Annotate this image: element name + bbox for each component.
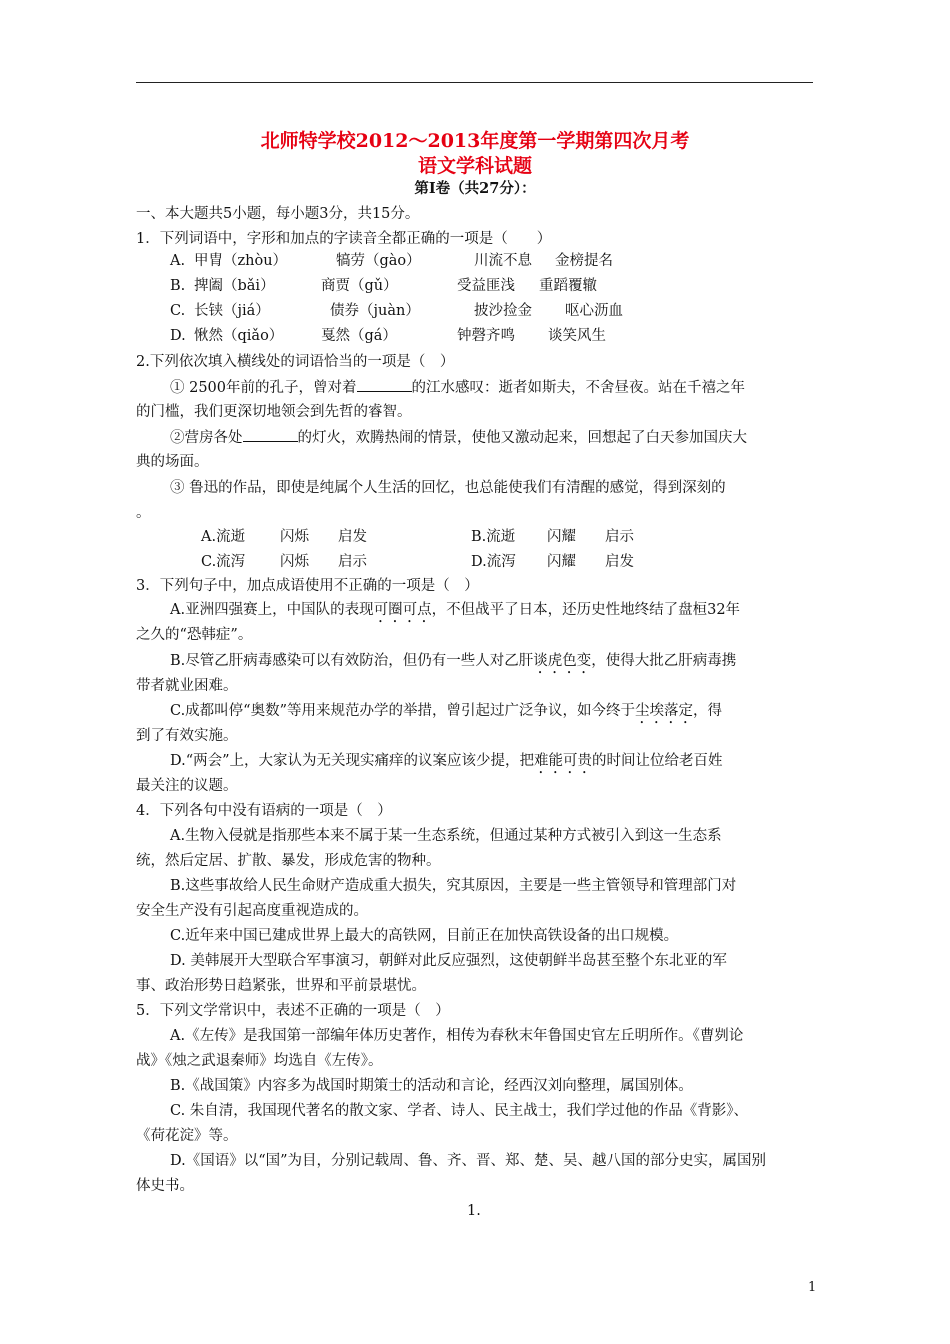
- q1-b-word1: 捭阖（bǎi）: [194, 278, 275, 294]
- q2-sentence2: [170, 427, 747, 448]
- q1-d-word3: 钟磬齐鸣: [457, 328, 515, 344]
- q2-b-2: 闪耀: [547, 529, 576, 545]
- q4-b-continued: 安全生产没有引起高度重视造成的。: [136, 903, 368, 919]
- q3-b-text: B.尽管乙肝病毒感染可以有效防治，但仍有一些人对乙肝: [170, 653, 534, 669]
- q1-c-word1: 长铗（jiá）: [194, 303, 270, 319]
- q4-option-d: D. 美韩展开大型联合军事演习，朝鲜对此反应强烈，这使朝鲜半岛甚至整个东北亚的军: [170, 953, 727, 969]
- q1-a-word3: 川流不息: [474, 253, 532, 269]
- q3-b-idiom: 谈虎色变: [533, 653, 592, 669]
- q1-a-letter: A.: [170, 253, 186, 269]
- q5-option-d: D.《国语》以“国”为目，分别记载周、鲁、齐、晋、郑、楚、吴、越八国的部分史实，属国别: [170, 1153, 767, 1169]
- q2-blank2: [243, 427, 298, 442]
- q1-d-word1: 愀然（qiǎo）: [194, 328, 284, 344]
- q4-a-continued: 统，然后定居、扩散、暴发，形成危害的物种。: [136, 853, 441, 869]
- q2-a-3: 启发: [338, 529, 367, 545]
- q1-d-word2: 戛然（gá）: [321, 328, 397, 344]
- q1-d-word4: 谈笑风生: [548, 328, 606, 344]
- q3-a-text-after: ，不但战平了日本，还历史性地终结了盘桓32年: [431, 602, 741, 618]
- q1-d-letter: D.: [170, 328, 186, 344]
- q1-b-word4: 重蹈覆辙: [539, 278, 597, 294]
- center-number: 1.: [467, 1203, 481, 1219]
- q3-b-continued: 带者就业困难。: [136, 678, 238, 694]
- q3-stem: 3．下列句子中，加点成语使用不正确的一项是（ ）: [136, 578, 479, 594]
- section-heading: 一、本大题共5小题，每小题3分，共15分。: [136, 206, 420, 222]
- header-rule: [136, 82, 813, 83]
- q2-sentence3: ③ 鲁迅的作品，即使是纯属个人生活的回忆，也总能使我们有清醒的感觉，得到深刻的: [170, 480, 726, 496]
- q2-a-1: A.流逝: [201, 529, 246, 545]
- q3-d-text-after: 的时间让位给老百姓: [592, 753, 723, 769]
- exam-subject: 语文学科试题: [417, 155, 532, 177]
- q2-s2-part2: 的灯火，欢腾热闹的情景，使他又激动起来，回想起了白天参加国庆大: [297, 430, 747, 446]
- q5-option-b: B.《战国策》内容多为战国时期策士的活动和言论，经西汉刘向整理，属国别体。: [170, 1078, 693, 1094]
- q1-a-word2: 犒劳（gào）: [336, 253, 421, 269]
- q2-s2-continued: 典的场面。: [136, 454, 209, 470]
- q2-s1-continued: 的门槛，我们更深切地领会到先哲的睿智。: [136, 404, 412, 420]
- q3-d-text: D.“两会”上，大家认为无关现实痛痒的议案应该少提，把: [170, 753, 535, 769]
- q4-option-b: B.这些事故给人民生命财产造成重大损失，究其原因，主要是一些主管领导和管理部门对: [170, 878, 737, 894]
- q2-c-2: 闪烁: [280, 554, 309, 570]
- q1-b-word3: 受益匪浅: [457, 278, 515, 294]
- q5-c-continued: 《荷花淀》等。: [136, 1128, 238, 1144]
- q5-option-a: A.《左传》是我国第一部编年体历史著作，相传为春秋末年鲁国史官左丘明所作。《曹刿论: [170, 1028, 744, 1044]
- exam-title: 北师特学校2012～2013年度第一学期第四次月考: [260, 130, 690, 152]
- q3-d-idiom: 难能可贵: [534, 753, 593, 769]
- q3-c-idiom: 尘埃落定: [635, 703, 694, 719]
- q2-c-1: C.流泻: [201, 554, 246, 570]
- q4-stem: 4．下列各句中没有语病的一项是（ ）: [136, 803, 392, 819]
- q3-c-text: C.成都叫停“奥数”等用来规范办学的举措，曾引起过广泛争议，如今终于: [170, 703, 636, 719]
- q4-option-a: A.生物入侵就是指那些本来不属于某一生态系统，但通过某种方式被引入到这一生态系: [170, 828, 722, 844]
- q2-sentence1: [170, 377, 745, 398]
- q2-b-3: 启示: [605, 529, 634, 545]
- q2-a-2: 闪烁: [280, 529, 309, 545]
- q2-d-3: 启发: [605, 554, 634, 570]
- q3-c-continued: 到了有效实施。: [136, 728, 238, 744]
- q5-a-continued: 战》《烛之武退秦师》均选自《左传》。: [136, 1053, 383, 1069]
- q3-option-d: [170, 751, 723, 777]
- q1-c-word3: 披沙捡金: [474, 303, 532, 319]
- q2-s3-continued: 。: [136, 505, 151, 521]
- q5-d-continued: 体史书。: [136, 1178, 194, 1194]
- q5-stem: 5．下列文学常识中，表述不正确的一项是（ ）: [136, 1003, 450, 1019]
- q3-c-text-after: ，得: [693, 703, 723, 719]
- q1-a-word4: 金榜提名: [555, 253, 613, 269]
- q4-d-continued: 事、政治形势日趋紧张，世界和平前景堪忧。: [136, 978, 426, 994]
- q2-s2-part1: ②营房各处: [170, 430, 243, 446]
- q2-d-2: 闪耀: [547, 554, 576, 570]
- q3-b-text-after: ，使得大批乙肝病毒携: [591, 653, 737, 669]
- q3-a-continued: 之久的“恐韩症”。: [136, 627, 253, 643]
- q3-d-continued: 最关注的议题。: [136, 778, 238, 794]
- q3-option-a: [170, 600, 740, 626]
- q3-a-text: A.亚洲四强赛上，中国队的表现: [170, 602, 374, 618]
- q1-stem: 1．下列词语中，字形和加点的字读音全都正确的一项是（ ）: [136, 231, 552, 247]
- volume-heading: 第Ⅰ卷（共27分）：: [414, 180, 536, 197]
- q2-c-3: 启示: [338, 554, 367, 570]
- q1-b-letter: B.: [170, 278, 186, 294]
- q1-c-letter: C.: [170, 303, 186, 319]
- q5-option-c: C. 朱自清，我国现代著名的散文家、学者、诗人、民主战士，我们学过他的作品《背影》、: [170, 1103, 749, 1119]
- q1-c-word2: 债券（juàn）: [330, 303, 420, 319]
- q2-s1-part2: 的江水感叹：逝者如斯夫，不舍昼夜。站在千禧之年: [411, 380, 746, 396]
- q3-option-c: [170, 701, 722, 727]
- q2-b-1: B.流逝: [471, 529, 516, 545]
- q2-stem: 2.下列依次填入横线处的词语恰当的一项是（ ）: [136, 354, 455, 370]
- q4-option-c: C.近年来中国已建成世界上最大的高铁网，目前正在加快高铁设备的出口规模。: [170, 928, 679, 944]
- q1-b-word2: 商贾（gǔ）: [321, 278, 398, 294]
- q2-s1-part1: ① 2500年前的孔子，曾对着: [170, 380, 357, 396]
- q2-d-1: D.流泻: [471, 554, 516, 570]
- q2-blank1: [357, 377, 412, 392]
- q3-option-b: [170, 651, 736, 677]
- page-number: 1: [808, 1280, 817, 1295]
- q1-c-word4: 呕心沥血: [565, 303, 623, 319]
- q1-a-word1: 甲胄（zhòu）: [194, 253, 288, 269]
- q3-a-idiom: 可圈可点: [373, 602, 432, 618]
